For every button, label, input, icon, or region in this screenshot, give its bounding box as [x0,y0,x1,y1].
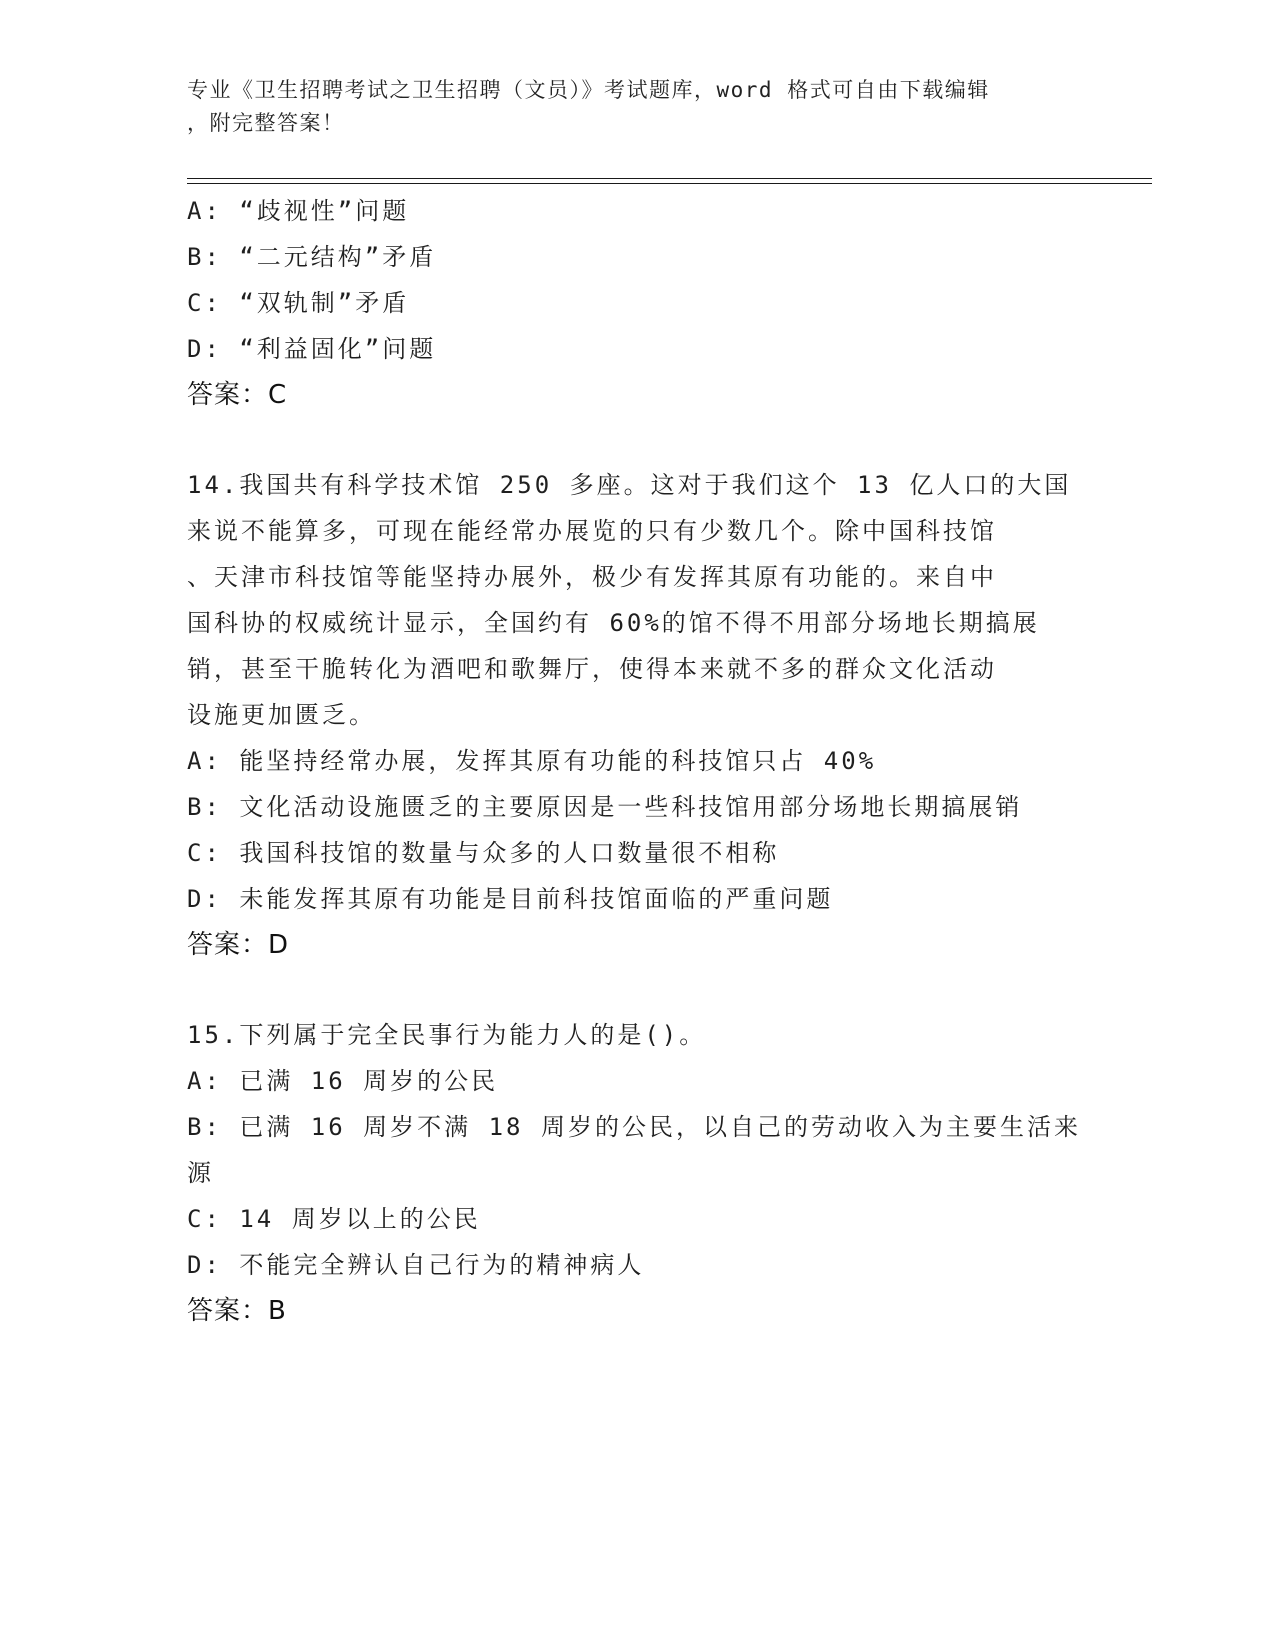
option-b: B: “二元结构”矛盾 [187,243,437,271]
question-stem-line: 设施更加匮乏。 [187,701,376,729]
question-stem: 15.下列属于完全民事行为能力人的是()。 [187,1021,707,1049]
question-stem-line: 国科协的权威统计显示，全国约有 60%的馆不得不用部分场地长期搞展 [187,609,1040,637]
option-c: C: “双轨制”矛盾 [187,289,410,317]
question-stem-line: 销，甚至干脆转化为酒吧和歌舞厅，使得本来就不多的群众文化活动 [187,655,997,683]
header-divider [187,183,1152,184]
option-d: D: “利益固化”问题 [187,335,437,363]
answer-label: 答案：C [187,380,288,410]
option-a: A: 已满 16 周岁的公民 [187,1067,499,1095]
question-stem-line: 14.我国共有科学技术馆 250 多座。这对于我们这个 13 亿人口的大国 [187,471,1072,499]
option-b-continued: 源 [187,1159,214,1187]
question-13 [187,188,1087,418]
question-14 [187,462,1087,968]
option-c: C: 我国科技馆的数量与众多的人口数量很不相称 [187,839,780,867]
option-d: D: 不能完全辨认自己行为的精神病人 [187,1251,645,1279]
document-header [187,74,1067,140]
spacer [187,968,1087,1012]
option-b: B: 文化活动设施匮乏的主要原因是一些科技馆用部分场地长期搞展销 [187,793,1023,821]
answer-label: 答案：D [187,930,290,960]
option-d: D: 未能发挥其原有功能是目前科技馆面临的严重问题 [187,885,834,913]
option-a: A: 能坚持经常办展，发挥其原有功能的科技馆只占 40% [187,747,877,775]
header-line: ，附完整答案！ [187,111,345,135]
question-15 [187,1012,1087,1334]
option-a: A: “歧视性”问题 [187,197,410,225]
option-c: C: 14 周岁以上的公民 [187,1205,481,1233]
answer-label: 答案：B [187,1296,287,1326]
spacer [187,418,1087,462]
question-list [187,188,1087,1334]
question-stem-line: 来说不能算多，可现在能经常办展览的只有少数几个。除中国科技馆 [187,517,997,545]
question-stem-line: 、天津市科技馆等能坚持办展外，极少有发挥其原有功能的。来自中 [187,563,997,591]
option-b: B: 已满 16 周岁不满 18 周岁的公民，以自己的劳动收入为主要生活来 [187,1113,1081,1141]
header-line: 专业《卫生招聘考试之卫生招聘（文员）》考试题库，word 格式可自由下载编辑 [187,78,990,102]
header-divider [187,178,1152,179]
